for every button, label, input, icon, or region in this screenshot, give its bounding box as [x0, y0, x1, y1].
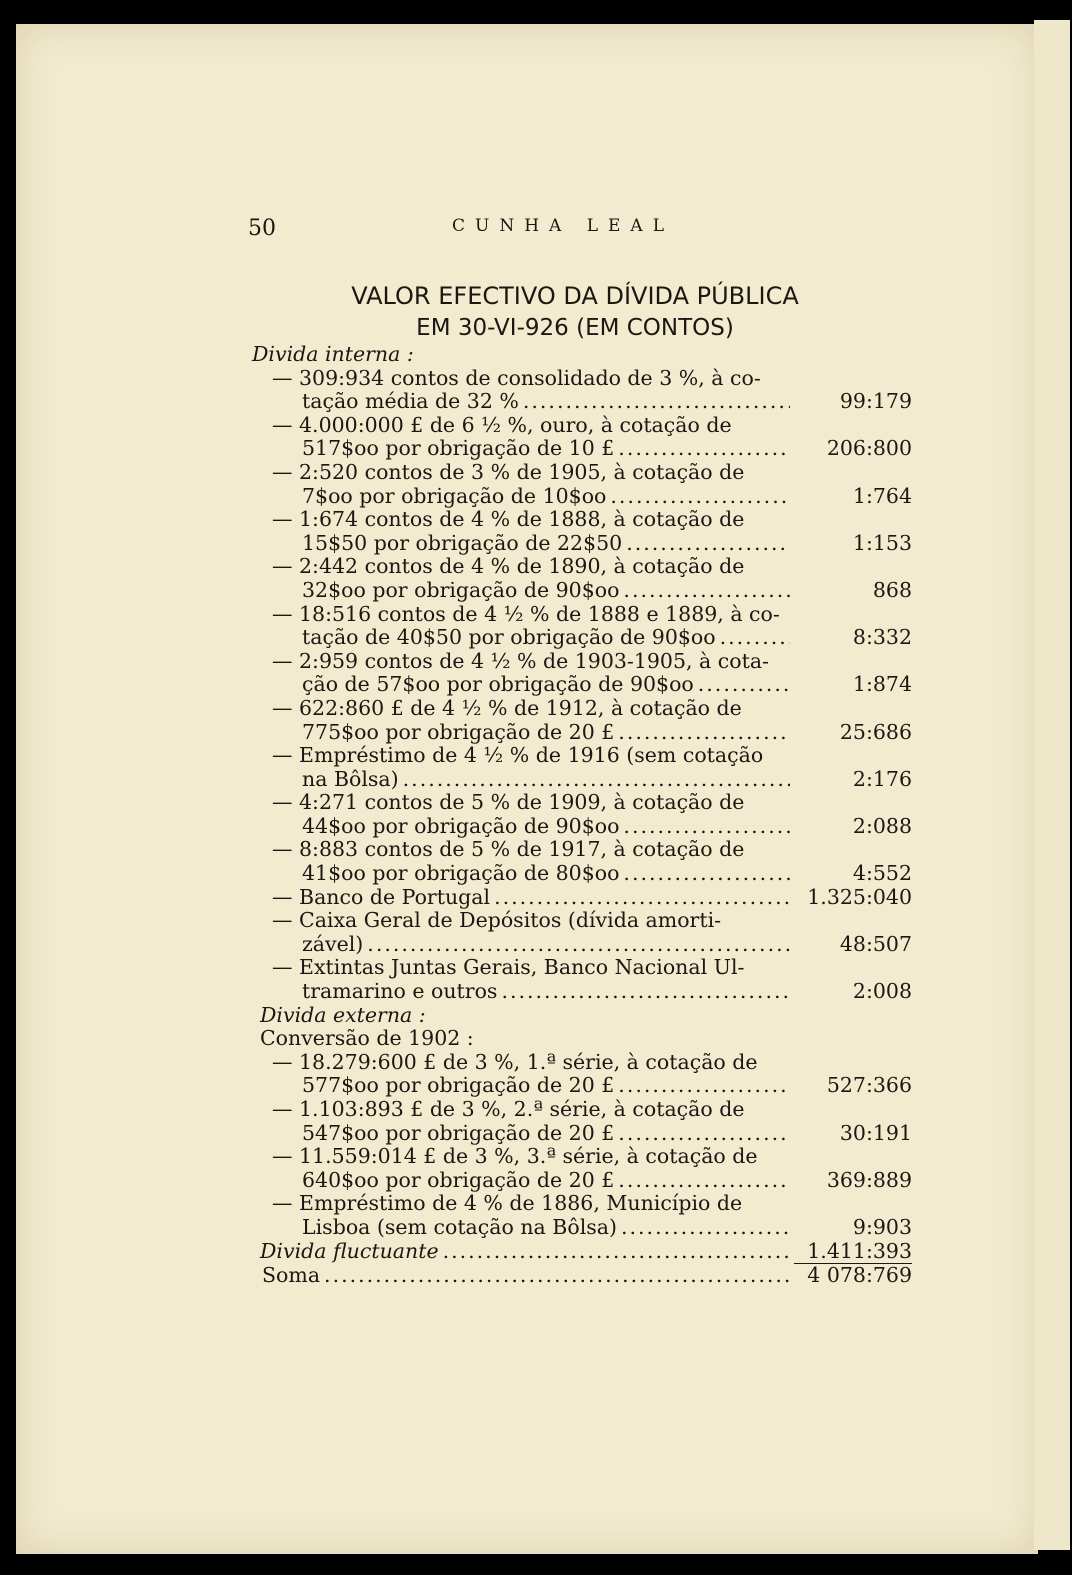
entry-value: 9:903	[852, 1214, 912, 1239]
entry-description-line: — Empréstimo de 4 ½ % de 1916 (sem cotação	[272, 743, 764, 768]
external-subheading: Conversão de 1902 :	[260, 1026, 474, 1051]
entry-description-end: na Bôlsa)	[302, 766, 399, 791]
floating-debt-value: 1.411:393	[794, 1240, 912, 1265]
entry-description-line: — 622:860 £ de 4 ½ % de 1912, à cotação de	[272, 695, 742, 720]
entry-description-end: 517$oo por obrigação de 10 £	[302, 436, 615, 461]
debt-entry	[252, 367, 912, 414]
entry-value: 868	[872, 577, 912, 602]
entry-value-line	[252, 1169, 912, 1193]
leader-dots	[623, 862, 790, 886]
leader-dots	[621, 1216, 790, 1240]
entry-description-end: — Banco de Portugal	[272, 884, 491, 909]
debt-entry	[252, 791, 912, 838]
title-line-2: EM 30-VI-926 (EM CONTOS)	[416, 315, 734, 341]
entry-description-end: tação média de 32 %	[302, 389, 519, 414]
debt-entry	[252, 838, 912, 885]
entry-value: 1:764	[852, 483, 912, 508]
leader-dots	[618, 1169, 790, 1193]
entry-value-line	[252, 980, 912, 1004]
entry-description-line: — 18:516 contos de 4 ½ % de 1888 e 1889, à co-	[272, 601, 780, 626]
entry-description-end: 44$oo por obrigação de 90$oo	[302, 813, 620, 838]
entry-description-line: — 4:271 contos de 5 % de 1909, à cotação de	[272, 790, 745, 815]
internal-debt-list	[252, 367, 912, 1004]
entry-description-end: 15$50 por obrigação de 22$50	[302, 530, 623, 555]
leader-dots	[720, 626, 790, 650]
external-debt-list	[252, 1051, 912, 1240]
leader-dots	[403, 768, 790, 792]
entry-value-line	[252, 862, 912, 886]
title-line-1: VALOR EFECTIVO DA DÍVIDA PÚBLICA	[351, 282, 799, 310]
debt-entry	[252, 956, 912, 1003]
leader-dots	[443, 1240, 790, 1264]
entry-description-end: tação de 40$50 por obrigação de 90$oo	[302, 625, 716, 650]
entry-description-line: — 1.103:893 £ de 3 %, 2.ª série, à cotação de	[272, 1097, 745, 1121]
leader-dots	[618, 437, 790, 461]
leader-dots	[610, 485, 790, 509]
entry-description-line: — 2:442 contos de 4 % de 1890, à cotação de	[272, 554, 745, 579]
entry-description-end: tramarino e outros	[302, 979, 498, 1004]
leader-dots	[494, 886, 790, 910]
entry-value-line	[252, 437, 912, 461]
entry-description-line: — 11.559:014 £ de 3 %, 3.ª série, à cotação de	[272, 1144, 758, 1169]
entry-description-line: — 2:520 contos de 3 % de 1905, à cotação de	[272, 459, 745, 484]
debt-entry	[252, 1098, 912, 1145]
total-row	[252, 1264, 912, 1288]
entry-description-end: Lisboa (sem cotação na Bôlsa)	[302, 1214, 617, 1239]
entry-description-line: — 4.000:000 £ de 6 ½ %, ouro, à cotação de	[272, 412, 732, 437]
debt-entry	[252, 697, 912, 744]
entry-description-line: — 18.279:600 £ de 3 %, 1.ª série, à cotação de	[272, 1049, 758, 1074]
entry-description-end: zável)	[302, 931, 364, 956]
entry-value-line	[252, 721, 912, 745]
debt-table	[252, 343, 912, 1288]
entry-value: 2:176	[852, 766, 912, 791]
debt-entry	[252, 744, 912, 791]
entry-value-line	[252, 579, 912, 603]
entry-description-end: 577$oo por obrigação de 20 £	[302, 1073, 615, 1098]
table-title	[260, 280, 890, 344]
entry-value: 1:153	[852, 530, 912, 555]
total-label: Soma	[262, 1263, 321, 1288]
leader-dots	[523, 390, 790, 414]
entry-description-end: 775$oo por obrigação de 20 £	[302, 719, 615, 744]
entry-value: 527:366	[826, 1073, 912, 1098]
entry-value: 206:800	[826, 436, 912, 461]
debt-entry	[252, 555, 912, 602]
leader-dots	[324, 1264, 790, 1288]
entry-value-line	[252, 1122, 912, 1146]
entry-value-line	[252, 626, 912, 650]
entry-description-end: 7$oo por obrigação de 10$oo	[302, 483, 607, 508]
section-heading-external: Divida externa :	[260, 1002, 426, 1027]
entry-description-line: — Caixa Geral de Depósitos (dívida amorti-	[272, 908, 722, 933]
floating-debt-row	[252, 1240, 912, 1265]
entry-description-line: — 309:934 contos de consolidado de 3 %, à co-	[272, 365, 761, 390]
debt-entry	[252, 886, 912, 910]
entry-value-line	[252, 673, 912, 697]
next-page-edge	[1034, 20, 1070, 1550]
leader-dots	[618, 1074, 790, 1098]
running-author: CUNHA LEAL	[452, 216, 674, 236]
entry-description-line: — 2:959 contos de 4 ½ % de 1903-1905, à cota-	[272, 648, 769, 673]
entry-description-end: 41$oo por obrigação de 80$oo	[302, 861, 620, 886]
debt-entry	[252, 1145, 912, 1192]
debt-entry	[252, 414, 912, 461]
entry-value-line	[252, 886, 912, 910]
entry-value: 99:179	[839, 389, 912, 414]
entry-description-line: — 1:674 contos de 4 % de 1888, à cotação de	[272, 507, 745, 532]
entry-value: 4:552	[852, 861, 912, 886]
entry-value: 30:191	[839, 1120, 912, 1145]
leader-dots	[623, 579, 790, 603]
entry-description-line: — Extintas Juntas Gerais, Banco Nacional Ul-	[272, 955, 745, 980]
debt-entry	[252, 909, 912, 956]
entry-value-line	[252, 532, 912, 556]
entry-description-end: ção de 57$oo por obrigação de 90$oo	[302, 672, 694, 697]
entry-value-line	[252, 390, 912, 414]
debt-entry	[252, 1051, 912, 1098]
leader-dots	[618, 721, 790, 745]
page-number: 50	[248, 216, 276, 241]
entry-description-line: — 8:883 contos de 5 % de 1917, à cotação de	[272, 837, 745, 862]
leader-dots	[623, 815, 790, 839]
entry-value: 2:008	[852, 979, 912, 1004]
entry-value: 1:874	[852, 672, 912, 697]
entry-description-end: 32$oo por obrigação de 90$oo	[302, 577, 620, 602]
debt-entry	[252, 603, 912, 650]
leader-dots	[698, 673, 790, 697]
section-heading-internal: Divida interna :	[252, 342, 414, 366]
entry-value: 1.325:040	[807, 884, 912, 909]
debt-entry	[252, 650, 912, 697]
floating-debt-label: Divida fluctuante	[260, 1238, 439, 1263]
entry-value: 48:507	[839, 931, 912, 956]
leader-dots	[367, 933, 790, 957]
total-value: 4 078:769	[807, 1263, 912, 1288]
entry-value: 8:332	[852, 625, 912, 650]
entry-value-line	[252, 1074, 912, 1098]
entry-description-end: 640$oo por obrigação de 20 £	[302, 1167, 615, 1192]
entry-value-line	[252, 1216, 912, 1240]
leader-dots	[618, 1122, 790, 1146]
entry-value: 25:686	[839, 719, 912, 744]
entry-value-line	[252, 815, 912, 839]
leader-dots	[501, 980, 790, 1004]
debt-entry	[252, 508, 912, 555]
debt-entry	[252, 461, 912, 508]
entry-description-line: — Empréstimo de 4 % de 1886, Município de	[272, 1191, 743, 1216]
entry-value: 2:088	[852, 813, 912, 838]
entry-value-line	[252, 933, 912, 957]
entry-value: 369:889	[826, 1167, 912, 1192]
leader-dots	[626, 532, 790, 556]
entry-value-line	[252, 485, 912, 509]
entry-description-end: 547$oo por obrigação de 20 £	[302, 1120, 615, 1145]
entry-value-line	[252, 768, 912, 792]
debt-entry	[252, 1192, 912, 1239]
